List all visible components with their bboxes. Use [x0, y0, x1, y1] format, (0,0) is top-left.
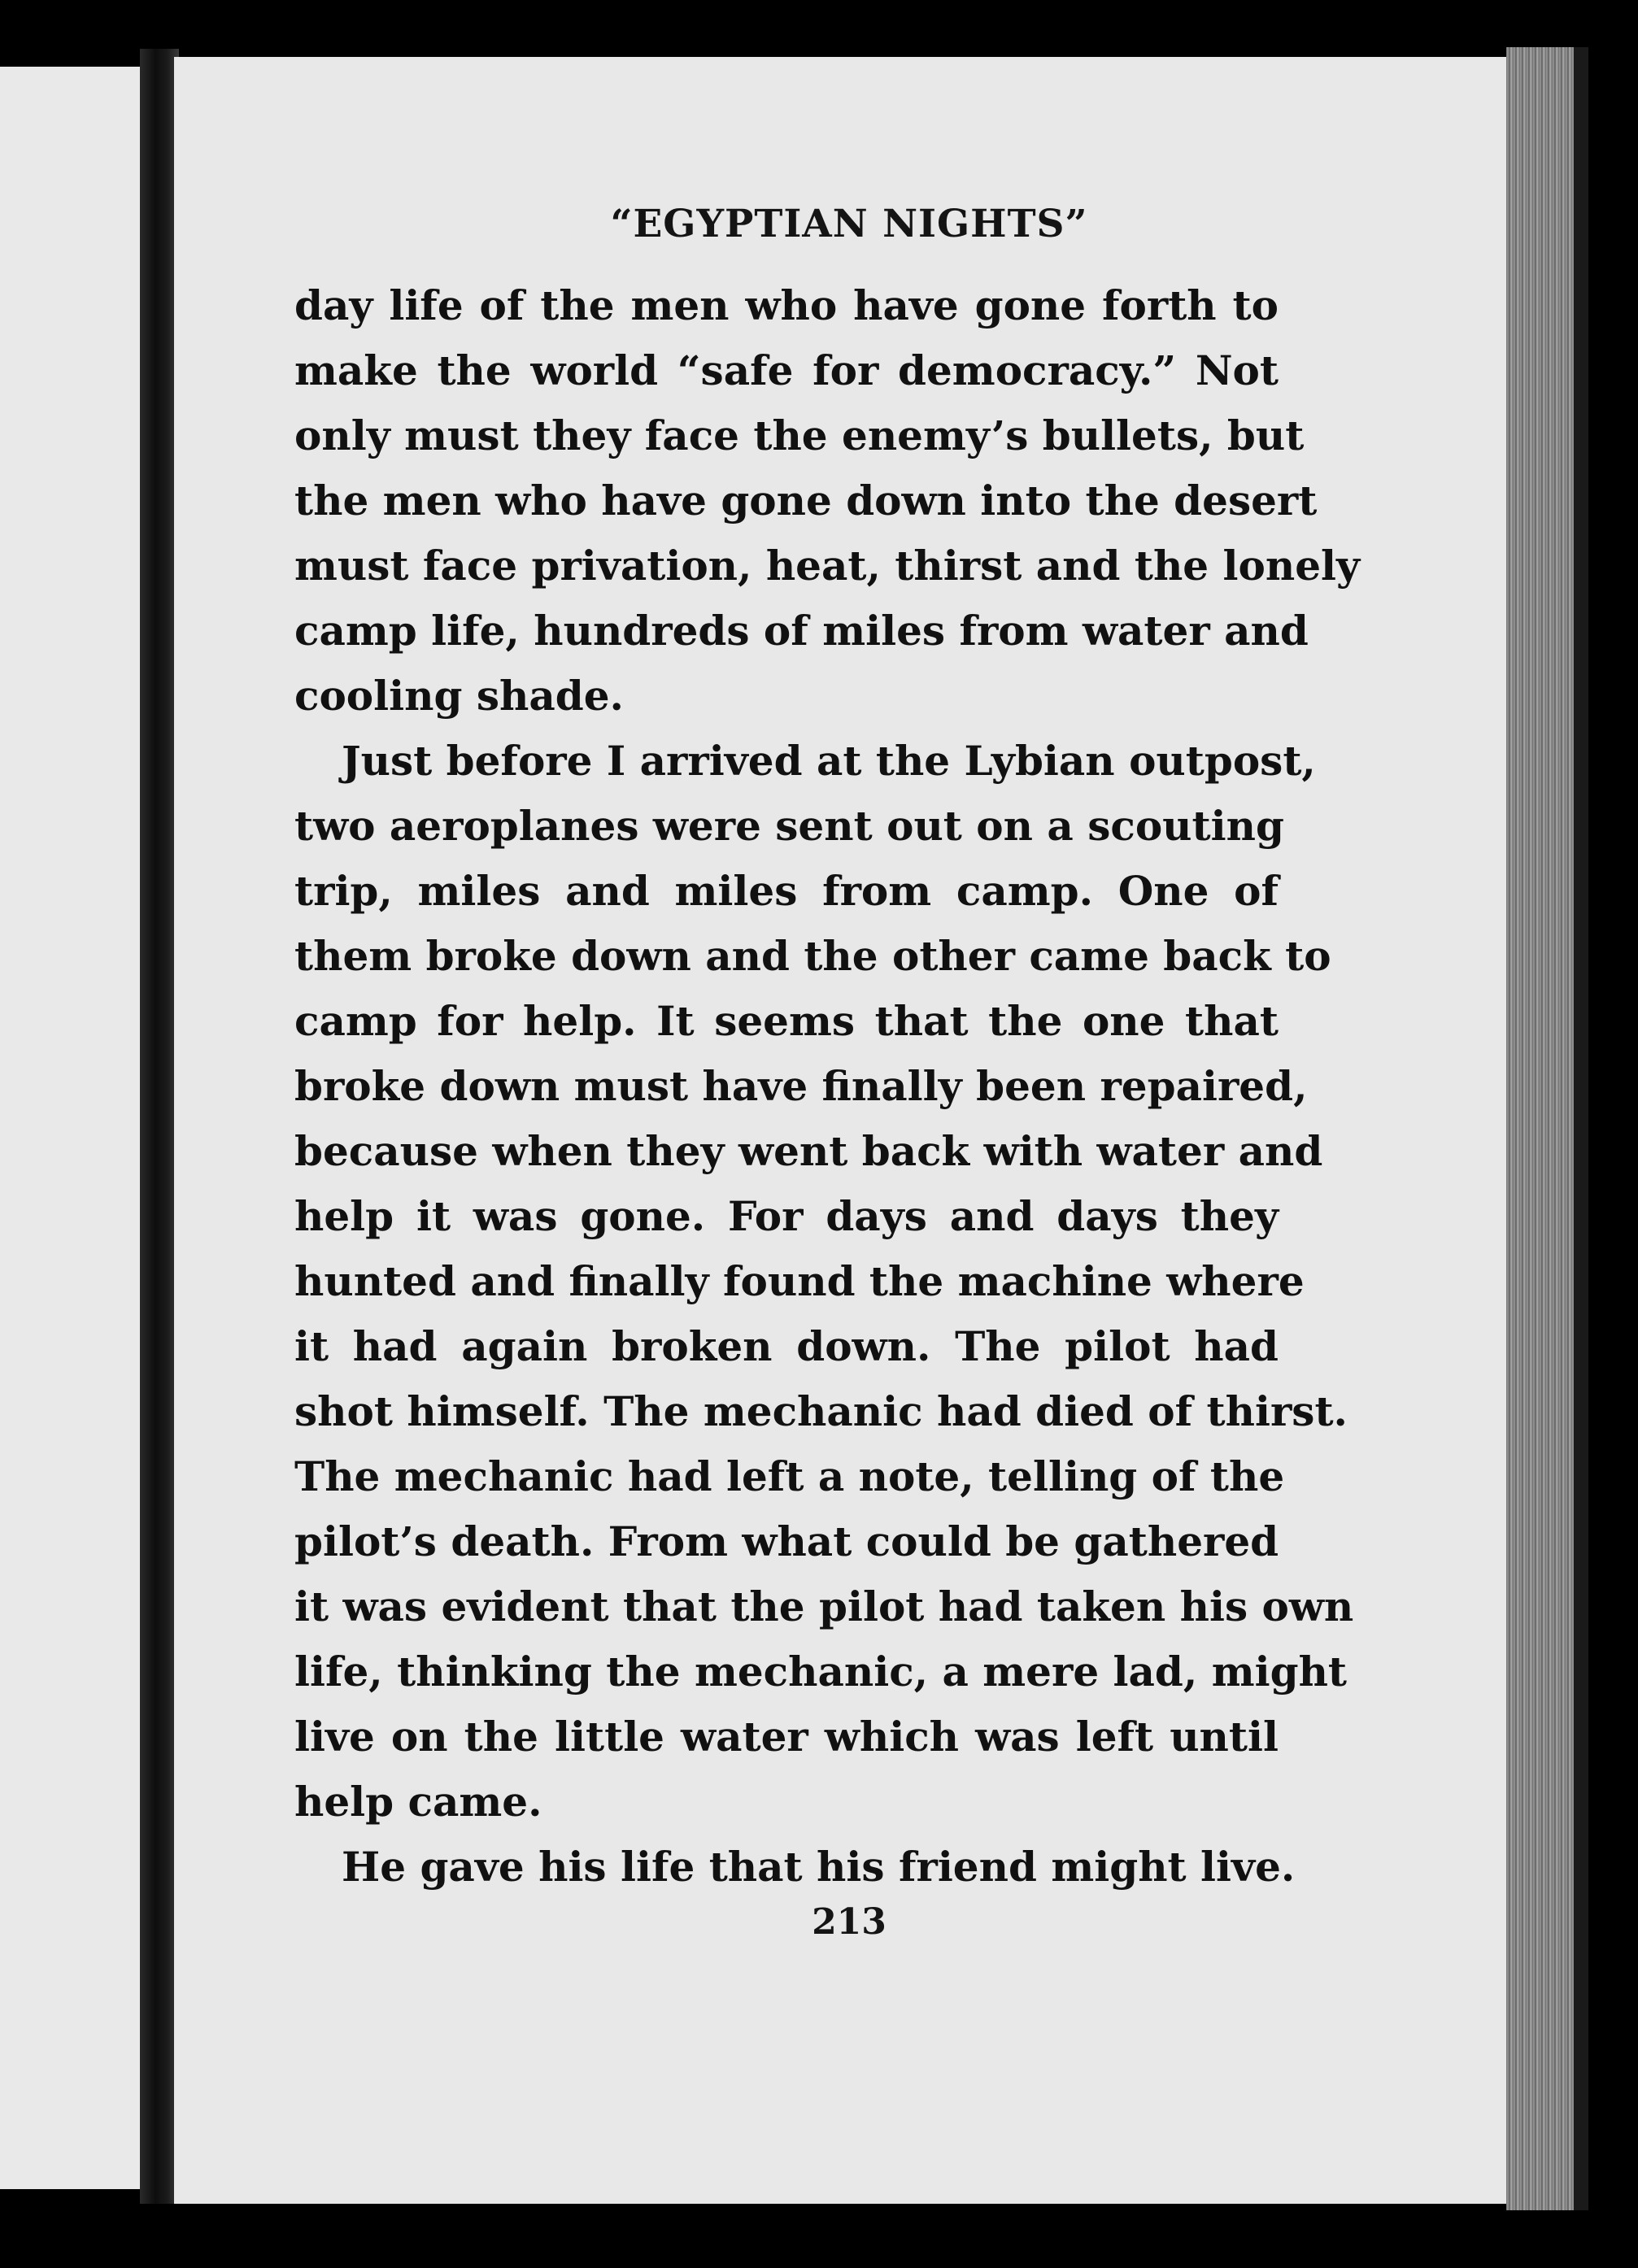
text-line: hunted and finally found the machine where	[294, 1257, 1305, 1305]
text-line: broke down must have finally been repaired,	[294, 1062, 1308, 1110]
text-line: must face privation, heat, thirst and the lonely	[294, 542, 1361, 590]
running-head: “EGYPTIAN NIGHTS”	[610, 202, 1088, 246]
text-line: them broke down and the other came back to	[294, 932, 1331, 980]
text-line: the men who have gone down into the desert	[294, 477, 1318, 525]
page-number: 213	[812, 1901, 887, 1943]
text-line: pilot’s death. From what could be gathered	[294, 1517, 1279, 1565]
text-line: it had again broken down. The pilot had	[294, 1322, 1279, 1370]
text-line: live on the little water which was left until	[294, 1713, 1279, 1761]
text-line: shot himself. The mechanic had died of thirst.	[294, 1387, 1348, 1435]
text-line: help it was gone. For days and days they	[294, 1192, 1279, 1240]
text-line: day life of the men who have gone forth to	[294, 281, 1279, 329]
book-gutter	[140, 49, 179, 2204]
text-line: The mechanic had left a note, telling of the	[294, 1452, 1285, 1500]
text-line: life, thinking the mechanic, a mere lad, might	[294, 1648, 1348, 1696]
text-line: trip, miles and miles from camp. One of	[294, 867, 1279, 915]
text-line: He gave his life that his friend might live.	[342, 1843, 1296, 1891]
text-line: two aeroplanes were sent out on a scouting	[294, 802, 1284, 850]
text-line: camp life, hundreds of miles from water and	[294, 607, 1309, 655]
text-line: because when they went back with water and	[294, 1127, 1323, 1175]
text-line: Just before I arrived at the Lybian outpost,	[342, 737, 1316, 785]
body-text	[294, 273, 1361, 1900]
cover-edge	[1574, 47, 1588, 2210]
text-line: it was evident that the pilot had taken his own	[294, 1582, 1354, 1630]
previous-page-edge	[0, 67, 145, 2189]
text-line: make the world “safe for democracy.” Not	[294, 346, 1279, 394]
text-line: camp for help. It seems that the one that	[294, 997, 1279, 1045]
text-line: cooling shade.	[294, 672, 624, 720]
text-line: help came.	[294, 1778, 542, 1826]
text-line: only must they face the enemy’s bullets, but	[294, 411, 1305, 459]
